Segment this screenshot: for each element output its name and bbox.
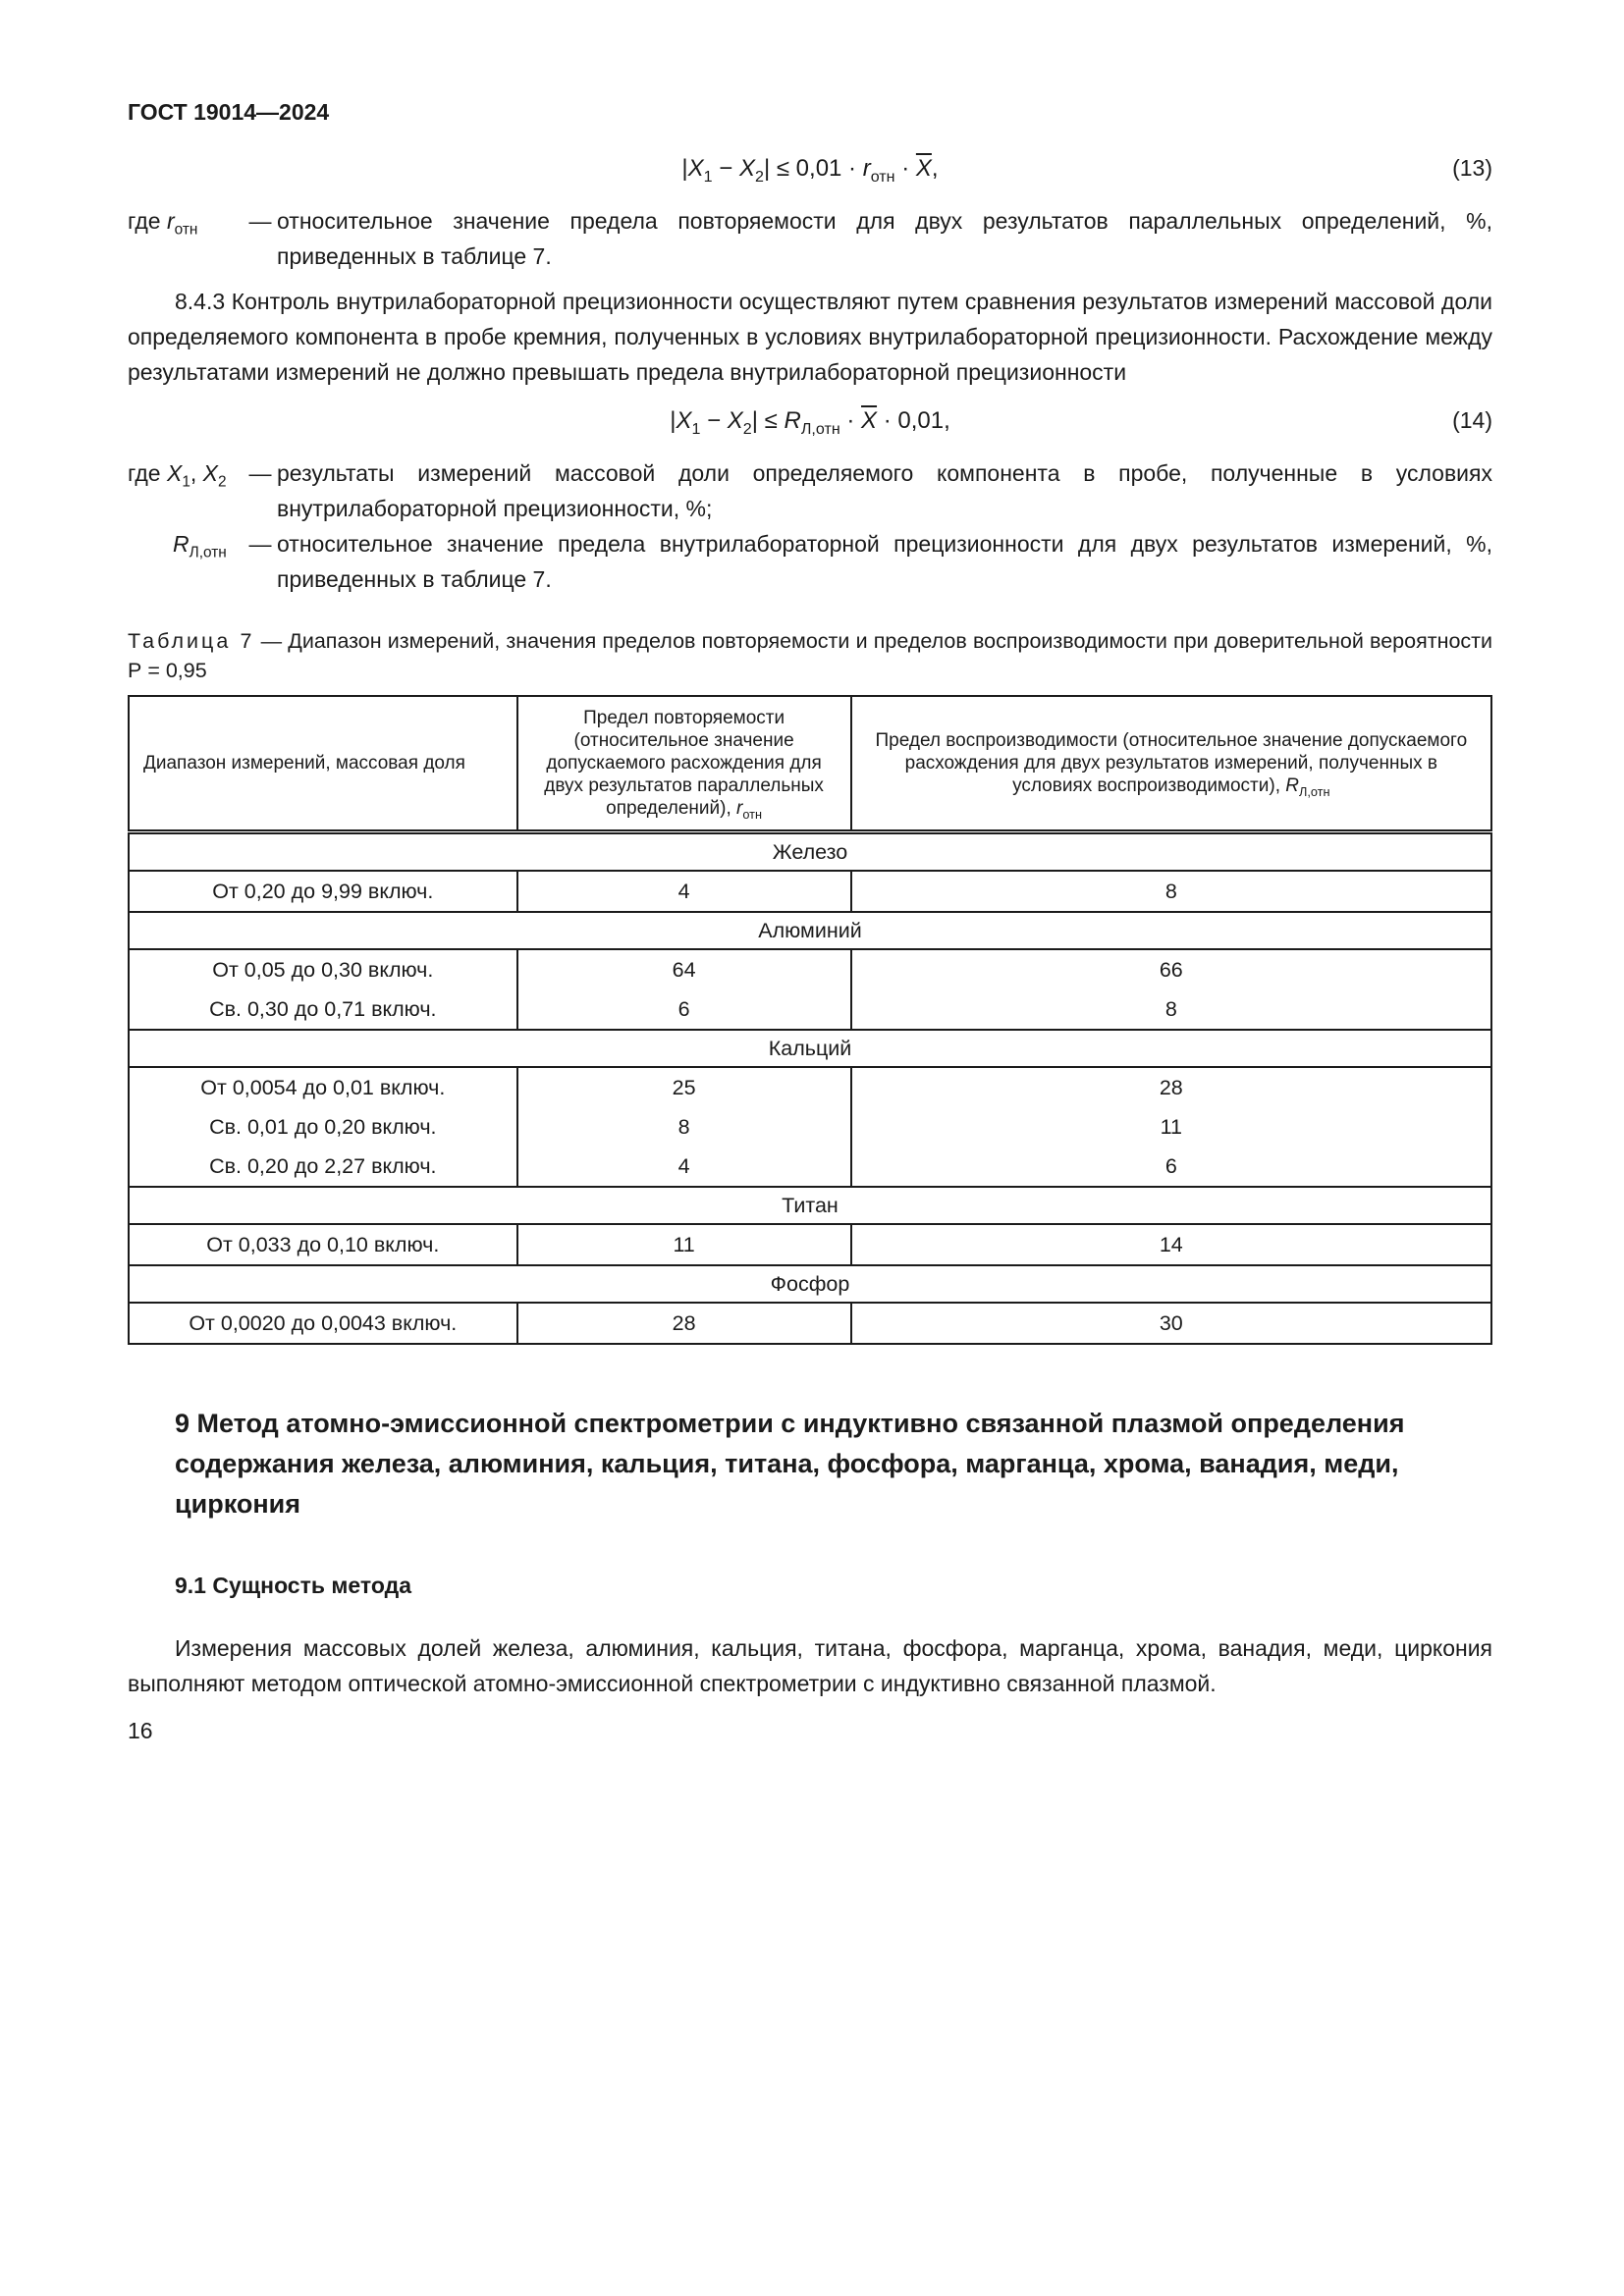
repeatability-cell: 4 [517,1147,851,1187]
table-row [129,1107,1491,1147]
range-cell: От 0,0054 до 0,01 включ. [200,1076,446,1099]
table-7-caption-text: — Диапазон измерений, значения пределов повторяемости и пределов воспроизводимости при доверительной вероятности Р = 0,95 [128,629,1493,682]
column-header-range: Диапазон измерений, массовая доля [129,696,517,832]
table-7-caption [128,626,1492,685]
table-row [129,1147,1491,1187]
reproducibility-cell: 6 [851,1147,1491,1187]
where-dash: — [248,531,272,557]
range-cell: Св. 0,01 до 0,20 включ. [209,1115,437,1139]
where-clause-formula-14 [128,455,1492,597]
reproducibility-cell: 14 [851,1224,1491,1265]
repeatability-cell: 28 [517,1303,851,1344]
where-clause-formula-13 [128,203,1492,274]
table-section-label: Фосфор [129,1265,1491,1303]
table-row [129,871,1491,912]
formula-14-number: (14) [1452,407,1492,433]
where-row [128,203,1492,274]
where-row [128,526,1492,597]
paragraph-8-4-3: 8.4.3 Контроль внутрилабораторной прецизионности осуществляют путем сравнения результатов измерений массовой доли определяемого компонента в пробе кремния, полученных в условиях внутрилабораторной прецизионности. Расхождение между результатами измерений не должно превышать предела внутрилабораторной прецизионности [128,289,1492,385]
range-cell: Св. 0,30 до 0,71 включ. [209,997,437,1021]
table-row [129,1067,1491,1107]
repeatability-cell: 64 [517,949,851,989]
table-section-row-iron [129,832,1491,872]
table-7-header [129,696,1491,832]
where-definition: относительное значение предела повторяемости для двух результатов параллельных определений, %, приведенных в таблице 7. [277,208,1492,269]
range-cell: От 0,05 до 0,30 включ. [212,958,434,982]
reproducibility-cell: 30 [851,1303,1491,1344]
where-term: где $r_{отн}$ [128,208,198,239]
table-header-row [129,696,1491,832]
where-dash: — [248,208,272,234]
reproducibility-cell: 66 [851,949,1491,989]
column-header-reproducibility: Предел воспроизводимости (относительное значение допускаемого расхождения для двух результатов измерений, полученных в условиях воспроизводимости), $R_{Л,отн}$ [851,696,1491,832]
range-cell: От 0,033 до 0,10 включ. [206,1233,440,1256]
table-section-row-titanium [129,1187,1491,1224]
table-section-label: Кальций [129,1030,1491,1067]
table-row [129,989,1491,1030]
table-section-label: Титан [129,1187,1491,1224]
table-section-label: Железо [129,832,1491,872]
section-9-1-paragraph: Измерения массовых долей железа, алюминия, кальция, титана, фосфора, марганца, хрома, ванадия, меди, циркония выполняют методом оптической атомно-эмиссионной спектрометрии с индуктивно связанной плазмой. [128,1635,1492,1696]
reproducibility-cell: 8 [851,989,1491,1030]
table-7-body [129,832,1491,1345]
formula-14-expression: $|X_1 - X_2| \le R_{Л,отн} \cdot \overline{X} \cdot 0,01$, [670,407,950,438]
formula-13-expression: $|X_1 - X_2| \le 0,01 \cdot r_{отн} \cdot \overline{X}$, [681,155,939,186]
repeatability-cell: 8 [517,1107,851,1147]
repeatability-cell: 4 [517,871,851,912]
table-section-row-aluminium [129,912,1491,949]
where-dash: — [248,460,272,486]
where-definition: результаты измерений массовой доли определяемого компонента в пробе, полученные в условиях внутрилабораторной прецизионности, %; [277,460,1492,521]
range-cell: От 0,20 до 9,99 включ. [212,880,434,903]
range-cell: От 0,0020 до 0,0043 включ. [189,1311,458,1335]
table-row [129,1303,1491,1344]
repeatability-cell: 11 [517,1224,851,1265]
reproducibility-cell: 8 [851,871,1491,912]
section-9-1-heading: 9.1 Сущность метода [175,1573,411,1598]
table-7-caption-label: Таблица 7 [128,629,255,653]
table-row [129,949,1491,989]
where-definition: относительное значение предела внутрилабораторной прецизионности для двух результатов измерений, %, приведенных в таблице 7. [277,531,1492,592]
table-section-label: Алюминий [129,912,1491,949]
repeatability-cell: 6 [517,989,851,1030]
formula-14 [128,403,1492,438]
table-section-row-calcium [129,1030,1491,1067]
reproducibility-cell: 28 [851,1067,1491,1107]
formula-13-number: (13) [1452,155,1492,181]
where-term: $R_{Л,отн}$ [173,531,227,561]
where-row [128,455,1492,526]
where-term: где $X_1$, $X_2$ [128,460,227,491]
table-section-row-phosphorus [129,1265,1491,1303]
document-header-gost-number: ГОСТ 19014—2024 [128,99,330,125]
reproducibility-cell: 11 [851,1107,1491,1147]
page-number: 16 [128,1718,153,1743]
table-7 [128,695,1492,1345]
formula-13 [128,151,1492,186]
table-row [129,1224,1491,1265]
column-header-repeatability: Предел повторяемости (относительное значение допускаемого расхождения для двух результатов параллельных определений), $r_{отн}$ [517,696,851,832]
range-cell: Св. 0,20 до 2,27 включ. [209,1154,437,1178]
section-9-heading: 9 Метод атомно-эмиссионной спектрометрии с индуктивно связанной плазмой определения содержания железа, алюминия, кальция, титана, фосфора, марганца, хрома, ванадия, меди, циркония [175,1409,1405,1519]
repeatability-cell: 25 [517,1067,851,1107]
